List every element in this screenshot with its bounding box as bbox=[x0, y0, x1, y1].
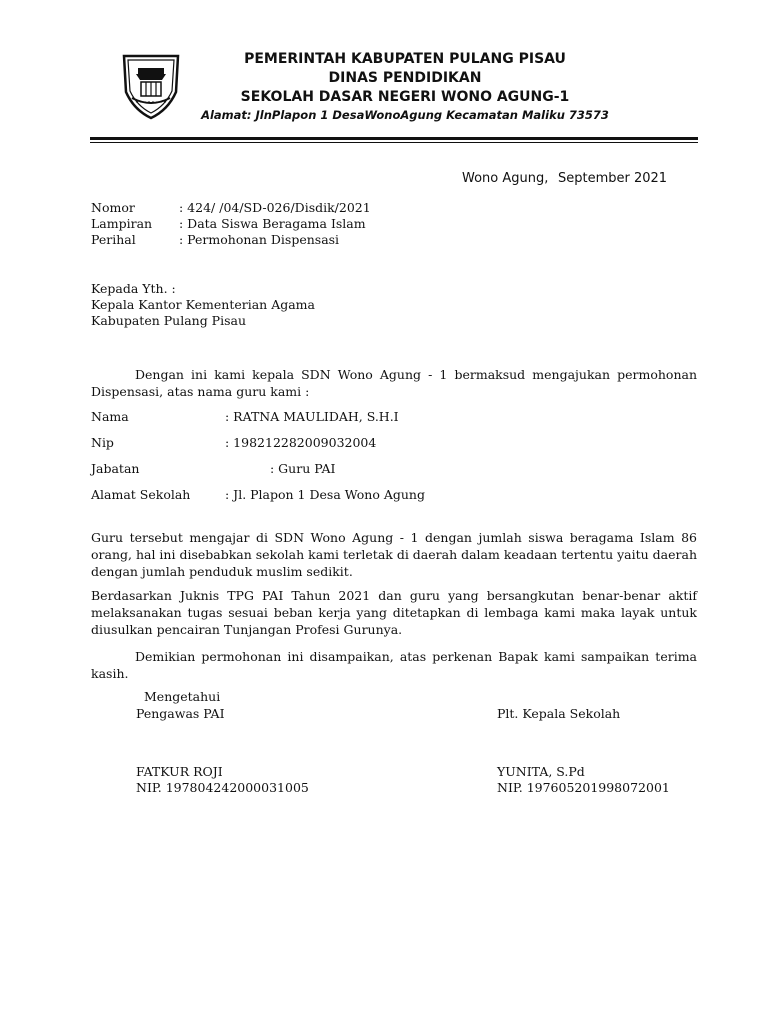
regency-emblem-icon bbox=[118, 52, 184, 120]
school-address: Alamat: JlnPlapon 1 DesaWonoAgung Kecamatan Maliku 73573 bbox=[201, 108, 609, 122]
teacher-jabatan-label: Jabatan bbox=[91, 461, 140, 476]
lampiran-label: Lampiran bbox=[91, 216, 153, 231]
closing-paragraph bbox=[91, 648, 697, 682]
school-name: SEKOLAH DASAR NEGERI WONO AGUNG-1 bbox=[240, 89, 570, 105]
body-paragraph-1: Guru tersebut mengajar di SDN Wono Agung - 1 dengan jumlah siswa beragama Islam 86 orang, hal ini disebabkan sekolah kami terletak di daerah dalam keadaan tertentu yaitu daerah dengan jumlah penduduk muslim sedikit. bbox=[91, 530, 697, 579]
left-sign-title: Pengawas PAI bbox=[136, 706, 225, 721]
perihal-label: Perihal bbox=[91, 232, 136, 247]
teacher-alamat-value: : Jl. Plapon 1 Desa Wono Agung bbox=[225, 487, 425, 502]
teacher-alamat-label: Alamat Sekolah bbox=[91, 487, 191, 502]
department-name: DINAS PENDIDIKAN bbox=[328, 70, 482, 86]
teacher-jabatan-value: : Guru PAI bbox=[270, 461, 336, 476]
recipient-regency: Kabupaten Pulang Pisau bbox=[91, 313, 247, 328]
left-sign-name: FATKUR ROJI bbox=[136, 764, 223, 779]
nomor-value: : 424/ /04/SD-026/Disdik/2021 bbox=[179, 200, 371, 215]
left-sign-nip: NIP. 197804242000031005 bbox=[136, 780, 309, 795]
date-place: Wono Agung, bbox=[462, 171, 549, 186]
body-paragraph-2: Berdasarkan Juknis TPG PAI Tahun 2021 dan guru yang bersangkutan benar-benar aktif melaksanakan tugas sesuai beban kerja yang ditetapkan di lembaga kami maka layak untuk diusulkan pencairan Tunjangan Profesi Gurunya. bbox=[91, 588, 697, 637]
date-month-year: September 2021 bbox=[558, 171, 668, 186]
teacher-nip-value: : 198212282009032004 bbox=[225, 435, 377, 450]
teacher-name-label: Nama bbox=[91, 409, 129, 424]
opening-text: Dengan ini kami kepala SDN Wono Agung - 1 bermaksud mengajukan permohonan Dispensasi, atas nama guru kami : bbox=[91, 367, 697, 399]
lampiran-value: : Data Siswa Beragama Islam bbox=[179, 216, 366, 231]
teacher-name-value: : RATNA MAULIDAH, S.H.I bbox=[225, 409, 399, 424]
perihal-value: : Permohonan Dispensasi bbox=[179, 232, 340, 247]
closing-text: Demikian permohonan ini disampaikan, atas perkenan Bapak kami sampaikan terima kasih. bbox=[91, 649, 697, 681]
recipient-greeting: Kepada Yth. : bbox=[91, 281, 176, 296]
right-sign-nip: NIP. 197605201998072001 bbox=[497, 780, 670, 795]
opening-paragraph bbox=[91, 366, 697, 400]
right-sign-name: YUNITA, S.Pd bbox=[497, 764, 585, 779]
left-sign-pre: Mengetahui bbox=[144, 689, 221, 704]
letter-date bbox=[462, 171, 667, 186]
letterhead bbox=[0, 0, 768, 140]
teacher-nip-label: Nip bbox=[91, 435, 114, 450]
recipient-office: Kepala Kantor Kementerian Agama bbox=[91, 297, 315, 312]
right-sign-title: Plt. Kepala Sekolah bbox=[497, 706, 621, 721]
letterhead-divider-thin bbox=[90, 142, 698, 143]
letterhead-text bbox=[190, 50, 620, 124]
letterhead-divider-thick bbox=[90, 137, 698, 140]
government-name: PEMERINTAH KABUPATEN PULANG PISAU bbox=[244, 51, 566, 67]
nomor-label: Nomor bbox=[91, 200, 135, 215]
